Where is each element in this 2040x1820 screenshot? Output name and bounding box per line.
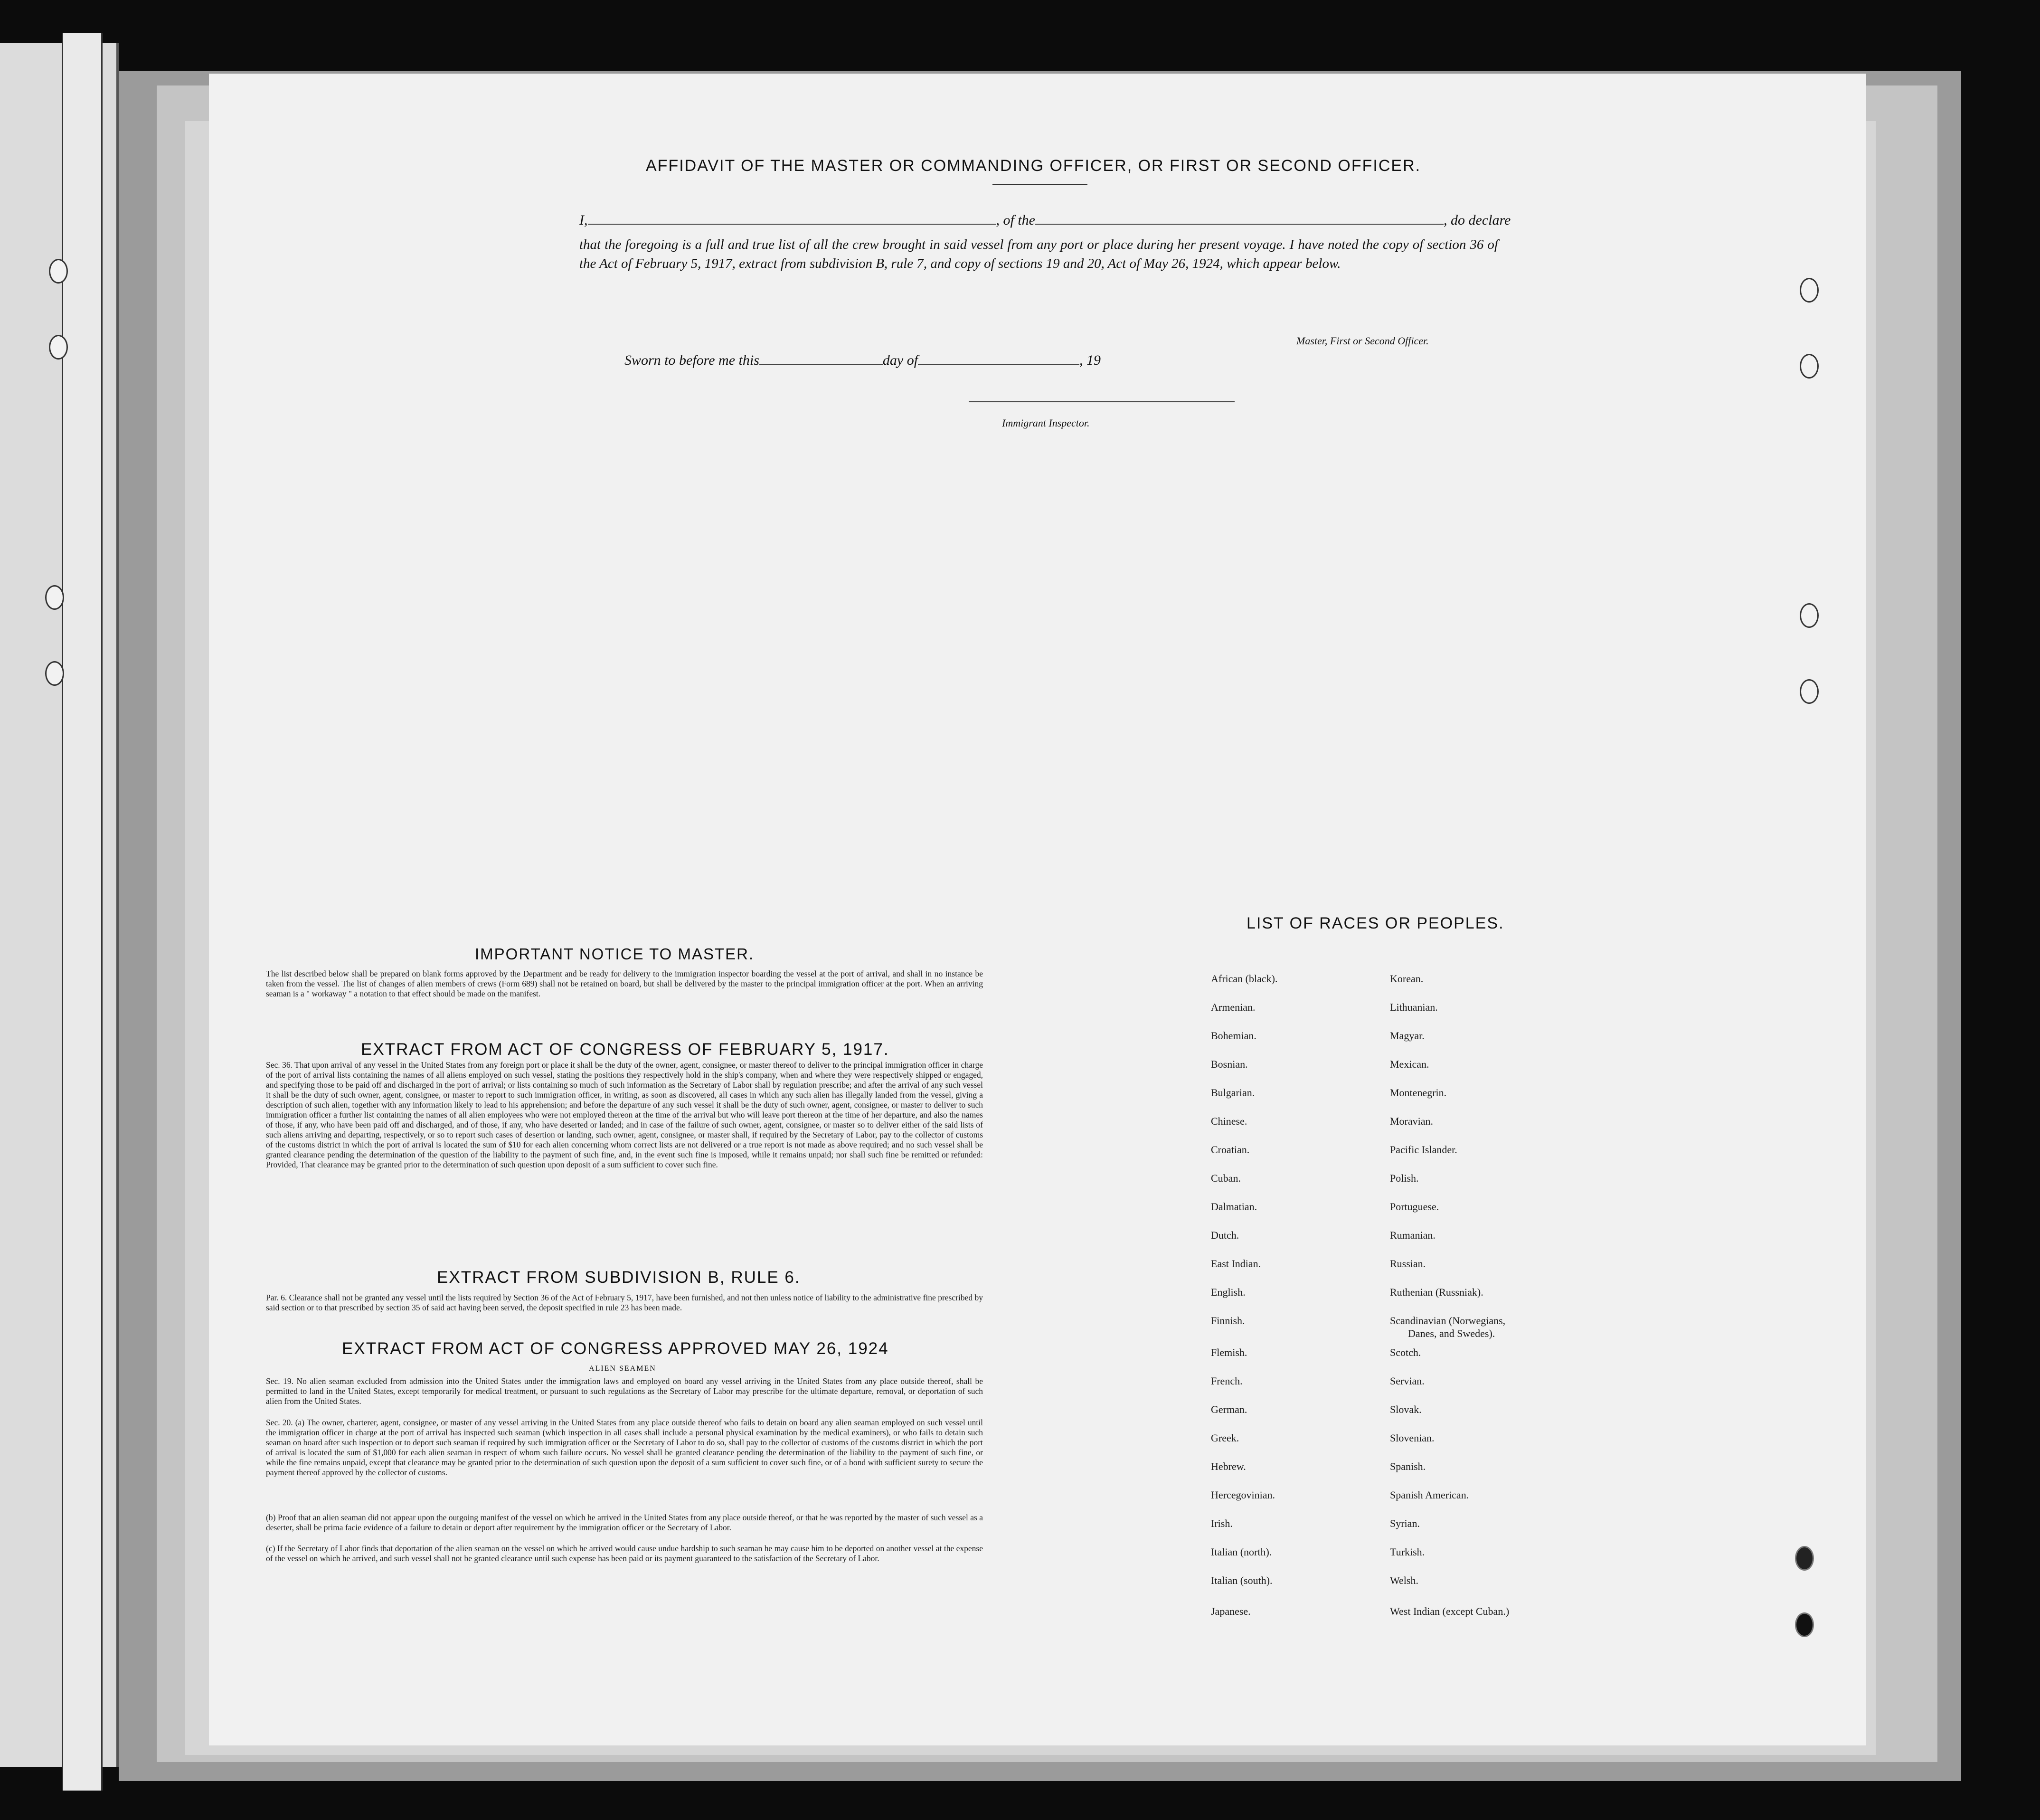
extract-1917-body: Sec. 36. That upon arrival of any vessel in the United States from any foreign port or place it shall be the duty of the owner, agent, consignee, or master thereof to deliver to the principal immigration officer in charge of the port of arrival lists containing the names of all aliens employed on such vessel, stating the positions they respectively hold in the ship's company, when and where they were respectively shipped or engaged, and specifying those to be paid off and discharged in the port of arrival; or lists containing so much of such information as the Secretary of Labor shall by regulation prescribe; and after the arrival of any such vessel it shall be the duty of such owner, agent, consignee, or master to report to such immigration officer, in writing, as soon as discovered, all cases in which any such alien has illegally landed from the vessel, giving a description of such alien, together with any information likely to lead to his apprehension; and before the departure of any such vessel it shall be the duty of such owner, agent, consignee, or master to deliver to such immigration officer a further list containing the names of all alien employees who were not employed thereon at the time of the arrival but who will leave port thereon at the time of her departure, and also the names of those, if any, who have been paid off and discharged, and of those, if any, who have deserted or landed; and in case of the failure of such owner, agent, consignee, or master so to deliver either of the said lists of such aliens arriving and departing, respectively, or so to report such cases of desertion or landing, such owner, agent, consignee, or master shall, if required by the Secretary of Labor, pay to the collector of customs of the customs district in which the port of arrival is located the sum of $10 for each alien concerning whom correct lists are not delivered or a true report is not made as above required; and no such vessel shall be granted clearance pending the determination of the question of the liability to the payment of such fine, and, in the event such fine is imposed, while it remains unpaid; nor shall such fine be remitted or refunded: Provided, That clearance may be granted prior to the determination of such question upon deposit of a sum sufficient to cover such fine. bbox=[266, 1060, 983, 1169]
races-title: LIST OF RACES OR PEOPLES. bbox=[1247, 914, 1504, 932]
race-item: Danes, and Swedes). bbox=[1408, 1327, 1495, 1339]
race-item: Chinese. bbox=[1211, 1115, 1247, 1127]
race-item: German. bbox=[1211, 1403, 1247, 1415]
race-item: Dalmatian. bbox=[1211, 1201, 1257, 1213]
race-item: Servian. bbox=[1390, 1375, 1425, 1387]
extract-1924-sec20a: Sec. 20. (a) The owner, charterer, agent, consignee, or master of any vessel arriving in the United States from any place outside thereof who fails to detain on board any alien seaman employed on such vessel until the immigration officer in charge at the port of arrival has inspected such seaman (which inspection in all cases shall include a personal physical examination by the medical examiners), or who fails to detain such seaman on board after such inspection or to deport such seaman if required by such immigration officer or the Secretary of Labor to do so, shall pay to the collector of customs of the customs district in which the port of arrival is located the sum of $1,000 for each alien seaman in respect of whom such failure occurs. No vessel shall be granted clearance pending the determination of the liability to the payment of such fine, or while the fine remains unpaid, except that clearance may be granted prior to the determination of such question upon the deposit of a sum sufficient to cover such fine, or of a bond with sufficient surety to secure the payment thereof approved by the collector of customs. bbox=[266, 1418, 983, 1477]
race-item: Scandinavian (Norwegians, bbox=[1390, 1315, 1506, 1327]
binder-hole bbox=[45, 585, 64, 610]
race-item: Pacific Islander. bbox=[1390, 1144, 1457, 1156]
sworn-day-label: day of bbox=[882, 352, 918, 368]
race-item: Finnish. bbox=[1211, 1315, 1245, 1327]
extract-1924-sec20c: (c) If the Secretary of Labor finds that deportation of the alien seaman on the vessel on which he arrived would cause undue hardship to such seaman he may cause him to be deported on another vessel at the expense of the vessel on which he arrived, and such vessel shall not be granted clearance until such expense has been paid or its payment guaranteed to the satisfaction of the Secretary of Labor. bbox=[266, 1544, 983, 1563]
race-item: French. bbox=[1211, 1375, 1243, 1387]
alien-seamen-subtitle: ALIEN SEAMEN bbox=[589, 1365, 656, 1373]
race-item: Bulgarian. bbox=[1211, 1087, 1255, 1099]
race-item: Hercegovinian. bbox=[1211, 1489, 1275, 1501]
race-item: Rumanian. bbox=[1390, 1229, 1436, 1241]
race-item: Cuban. bbox=[1211, 1172, 1241, 1184]
race-item: Welsh. bbox=[1390, 1574, 1418, 1586]
race-item: Portuguese. bbox=[1390, 1201, 1439, 1213]
race-item: Flemish. bbox=[1211, 1346, 1247, 1358]
name-blank bbox=[588, 211, 996, 225]
race-item: Montenegrin. bbox=[1390, 1087, 1447, 1099]
race-item: African (black). bbox=[1211, 973, 1278, 985]
race-item: Slovenian. bbox=[1390, 1432, 1435, 1444]
notice-body: The list described below shall be prepared on blank forms approved by the Department and be ready for delivery to the immigration inspector boarding the vessel at the port of arrival, and shall in no instance be taken from the vessel. The list of changes of alien members of crews (Form 689) shall not be retained on board, but shall be delivered by the master to the principal immigration officer at the port. When an arriving seaman is a " workaway " a notation to that effect should be made on the manifest. bbox=[266, 969, 983, 998]
race-item: Lithuanian. bbox=[1390, 1001, 1438, 1013]
race-item: Ruthenian (Russniak). bbox=[1390, 1286, 1483, 1298]
race-item: Italian (south). bbox=[1211, 1574, 1273, 1586]
race-item: Bosnian. bbox=[1211, 1058, 1248, 1070]
race-item: Hebrew. bbox=[1211, 1460, 1246, 1472]
extract-1924-sec19: Sec. 19. No alien seaman excluded from admission into the United States under the immigration laws and employed on board any vessel arriving in the United States from any place outside thereof, shall be permitted to land in the United States, except temporarily for medical treatment, or pursuant to such regulations as the Secretary of Labor may prescribe for the ultimate departure, removal, or deportation of such alien from the United States. bbox=[266, 1376, 983, 1406]
affidavit-declaration-line bbox=[579, 211, 1511, 228]
extract-rule6-body: Par. 6. Clearance shall not be granted any vessel until the lists required by Section 36 of the Act of February 5, 1917, have been furnished, and not then unless notice of liability to the administrative fine prescribed by said section or to that prescribed by section 35 of said act having been served, the deposit specified in rule 23 has been made. bbox=[266, 1293, 983, 1312]
affidavit-title-rule bbox=[992, 184, 1087, 185]
sworn-year-label: , 19 bbox=[1079, 352, 1101, 368]
sworn-prefix: Sworn to before me this bbox=[624, 352, 759, 368]
binder-hole bbox=[49, 259, 68, 284]
race-item: Dutch. bbox=[1211, 1229, 1239, 1241]
race-item: English. bbox=[1211, 1286, 1246, 1298]
race-item: Bohemian. bbox=[1211, 1030, 1256, 1042]
punch-hole bbox=[1800, 679, 1819, 704]
race-item: Syrian. bbox=[1390, 1517, 1420, 1529]
affidavit-paragraph: that the foregoing is a full and true list of all the crew brought in said vessel from any port or place during her present voyage. I have noted the copy of section 36 of the Act of February 5, 1917, extract from subdivision B, rule 7, and copy of sections 19 and 20, Act of May 26, 1924, which appear below. bbox=[579, 237, 1498, 271]
race-item: Magyar. bbox=[1390, 1030, 1425, 1042]
race-item: Spanish. bbox=[1390, 1460, 1426, 1472]
affidavit-i-label: I, bbox=[579, 212, 588, 228]
race-item: Mexican. bbox=[1390, 1058, 1429, 1070]
race-item: Moravian. bbox=[1390, 1115, 1434, 1127]
extract-1917-title: EXTRACT FROM ACT OF CONGRESS OF FEBRUARY 5, 1917. bbox=[361, 1040, 889, 1059]
document-page bbox=[209, 74, 1866, 1745]
race-item: Slovak. bbox=[1390, 1403, 1422, 1415]
punch-hole bbox=[1800, 278, 1819, 303]
race-item: Russian. bbox=[1390, 1258, 1426, 1270]
sworn-line bbox=[624, 351, 1101, 369]
extract-1924-title: EXTRACT FROM ACT OF CONGRESS APPROVED MAY 26, 1924 bbox=[342, 1339, 889, 1358]
race-item: Turkish. bbox=[1390, 1546, 1425, 1558]
binder-hole bbox=[49, 335, 68, 360]
inspector-label: Immigrant Inspector. bbox=[1002, 417, 1090, 429]
punch-hole bbox=[1800, 354, 1819, 379]
affidavit-declare-label: , do declare bbox=[1444, 212, 1511, 228]
race-item: Scotch. bbox=[1390, 1346, 1421, 1358]
race-item: East Indian. bbox=[1211, 1258, 1261, 1270]
extract-rule6-title: EXTRACT FROM SUBDIVISION B, RULE 6. bbox=[437, 1268, 801, 1287]
notice-title: IMPORTANT NOTICE TO MASTER. bbox=[475, 945, 755, 963]
race-item: Japanese. bbox=[1211, 1605, 1251, 1617]
race-item: Polish. bbox=[1390, 1172, 1419, 1184]
affidavit-of-label: , of the bbox=[996, 212, 1035, 228]
binder-hole bbox=[45, 661, 64, 686]
race-item: Armenian. bbox=[1211, 1001, 1256, 1013]
race-item: West Indian (except Cuban.) bbox=[1390, 1605, 1510, 1617]
race-item: Korean. bbox=[1390, 973, 1424, 985]
inspector-signature-rule bbox=[969, 401, 1235, 402]
race-item: Greek. bbox=[1211, 1432, 1239, 1444]
sworn-day-blank bbox=[759, 351, 883, 365]
binder-strip bbox=[62, 33, 103, 1791]
punch-hole-dark bbox=[1795, 1612, 1814, 1637]
punch-hole bbox=[1800, 603, 1819, 628]
race-item: Croatian. bbox=[1211, 1144, 1250, 1156]
affidavit-title: AFFIDAVIT OF THE MASTER OR COMMANDING OFFICER, OR FIRST OR SECOND OFFICER. bbox=[646, 157, 1421, 175]
race-item: Spanish American. bbox=[1390, 1489, 1469, 1501]
signature-label: Master, First or Second Officer. bbox=[1296, 335, 1429, 347]
vessel-blank bbox=[1035, 211, 1444, 225]
extract-1924-sec20b: (b) Proof that an alien seaman did not appear upon the outgoing manifest of the vessel on which he arrived in the United States from any place outside thereof, or that he was reported by the master of such vessel as a deserter, shall be prima facie evidence of a failure to detain or deport after requirement by the immigration officer or the Secretary of Labor. bbox=[266, 1513, 983, 1532]
sworn-month-blank bbox=[918, 351, 1079, 365]
race-item: Italian (north). bbox=[1211, 1546, 1272, 1558]
punch-hole-dark bbox=[1795, 1546, 1814, 1571]
race-item: Irish. bbox=[1211, 1517, 1233, 1529]
